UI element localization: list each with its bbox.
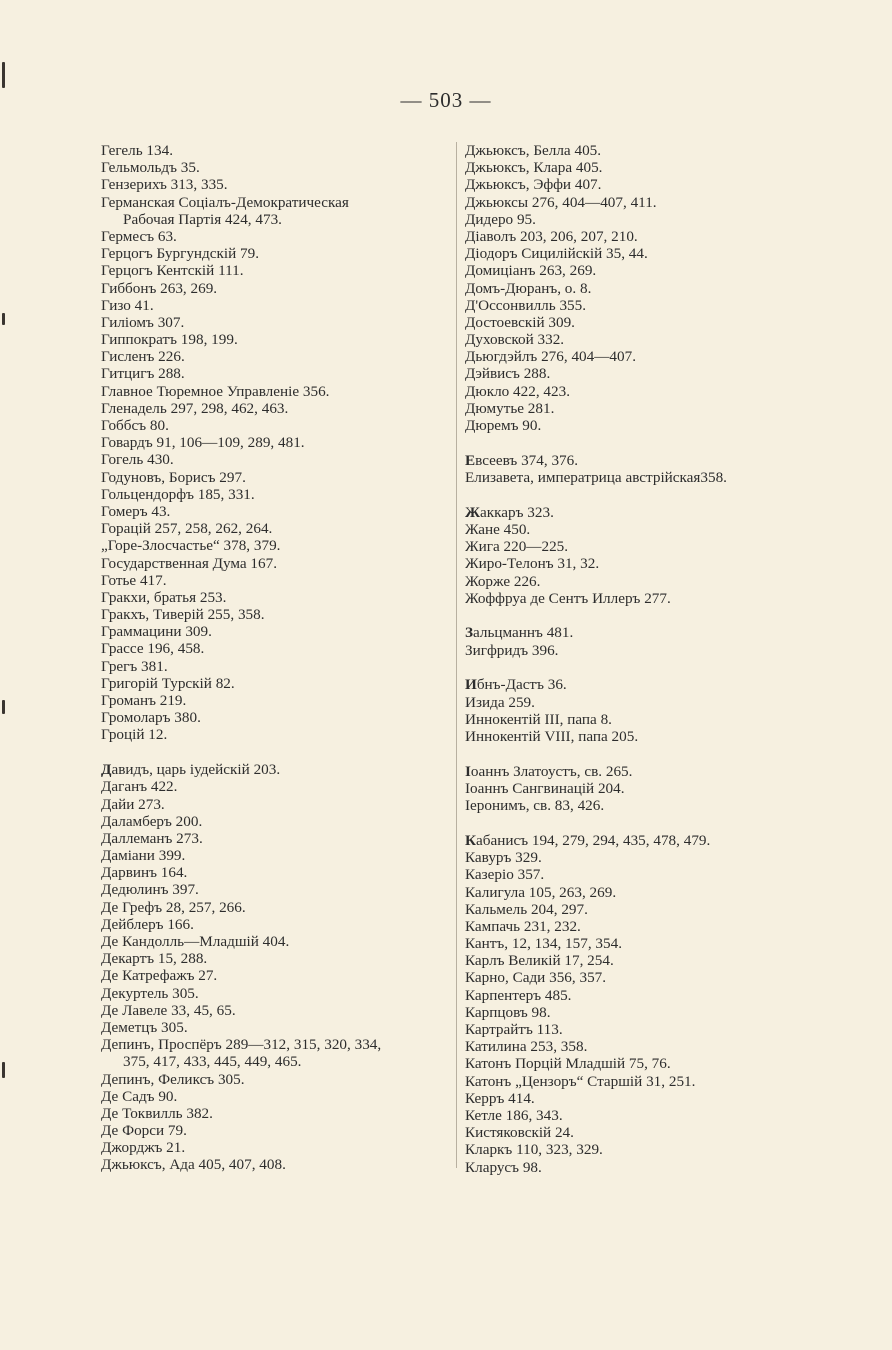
index-entry: Д'Оссонвилль 355. bbox=[465, 296, 587, 314]
index-entry: Іеронимъ, св. 83, 426. bbox=[465, 797, 605, 815]
letter-section-gap bbox=[101, 744, 456, 762]
index-entry bbox=[101, 761, 456, 778]
index-entry-text: абанисъ 194, 279, 294, 435, 478, 479. bbox=[476, 831, 711, 849]
index-entry bbox=[465, 832, 865, 849]
index-entry: Грассе 196, 458. bbox=[101, 640, 205, 658]
index-entry: Гиббонъ 263, 269. bbox=[101, 279, 218, 297]
index-entry: Гиліомъ 307. bbox=[101, 313, 185, 331]
index-entry: Жорже 226. bbox=[465, 572, 541, 590]
index-entry: Григорій Турскій 82. bbox=[101, 674, 235, 692]
index-entry-text: оаннъ Златоустъ, св. 265. bbox=[470, 762, 633, 780]
index-entry: Іоаннъ Сангвинацій 204. bbox=[465, 779, 625, 797]
index-entry: Гракхи, братья 253. bbox=[101, 588, 227, 606]
index-entry bbox=[465, 624, 865, 641]
index-entry: Кампачь 231, 232. bbox=[465, 917, 581, 935]
index-entry: Керръ 414. bbox=[465, 1089, 535, 1107]
index-entry: Гольцендорфъ 185, 331. bbox=[101, 485, 255, 503]
index-entry: Де Форси 79. bbox=[101, 1122, 187, 1140]
index-entry: Изида 259. bbox=[465, 693, 535, 711]
index-entry: Громанъ 219. bbox=[101, 692, 187, 709]
index-entry: Джорджъ 21. bbox=[101, 1139, 186, 1157]
index-entry: Де Лавеле 33, 45, 65. bbox=[101, 1001, 236, 1019]
index-entry: Казеріо 357. bbox=[465, 866, 545, 884]
index-entry: Кавуръ 329. bbox=[465, 849, 542, 867]
index-entry: Де Грефъ 28, 257, 266. bbox=[101, 898, 246, 916]
index-entry: Главное Тюремное Управленіе 356. bbox=[101, 382, 330, 400]
index-entry: Калигула 105, 263, 269. bbox=[465, 883, 617, 901]
index-entry: Джьюксъ, Эффи 407. bbox=[465, 176, 602, 194]
letter-section-gap bbox=[465, 745, 865, 763]
index-entry: Герцогъ Кентскій 111. bbox=[101, 262, 244, 280]
index-entry: Грегъ 381. bbox=[101, 657, 168, 675]
section-initial: З bbox=[465, 624, 474, 642]
index-entry: Гисленъ 226. bbox=[101, 348, 185, 366]
index-entry: Де Кандолль—Младшій 404. bbox=[101, 933, 290, 951]
index-column-right bbox=[465, 142, 865, 1176]
index-entry: Діодоръ Сицилійскій 35, 44. bbox=[465, 245, 648, 263]
index-entry: Де Катрефажъ 27. bbox=[101, 967, 218, 985]
index-entry: Кларкъ 110, 323, 329. bbox=[465, 1141, 603, 1159]
index-entry: Катонъ „Цензоръ“ Старшій 31, 251. bbox=[465, 1072, 696, 1090]
index-entry: Готье 417. bbox=[101, 571, 167, 589]
section-initial: И bbox=[465, 676, 477, 694]
index-entry: Гоббсъ 80. bbox=[101, 417, 169, 434]
index-entry: Дюмутье 281. bbox=[465, 399, 555, 417]
index-entry: Картрайтъ 113. bbox=[465, 1021, 563, 1038]
index-column-left bbox=[101, 142, 456, 1174]
index-entry: Катилина 253, 358. bbox=[465, 1038, 588, 1056]
index-entry: Джьюксъ, Белла 405. bbox=[465, 142, 602, 159]
index-entry: Гегель 134. bbox=[101, 142, 174, 159]
index-entry: Гогель 430. bbox=[101, 451, 174, 469]
index-entry: Громоларъ 380. bbox=[101, 709, 201, 727]
index-entry: Дидеро 95. bbox=[465, 210, 536, 228]
index-entry: Діаволъ 203, 206, 207, 210. bbox=[465, 227, 638, 245]
index-entry: Даганъ 422. bbox=[101, 778, 178, 796]
index-entry: Депинъ, Проспёръ 289—312, 315, 320, 334, bbox=[101, 1036, 382, 1054]
index-entry: Кистяковскій 24. bbox=[465, 1124, 574, 1142]
section-initial: Д bbox=[101, 761, 112, 779]
index-entry: Карлъ Великій 17, 254. bbox=[465, 952, 614, 970]
index-entry: Годуновъ, Борисъ 297. bbox=[101, 468, 246, 486]
index-entry-text: бнъ-Дастъ 36. bbox=[476, 676, 567, 694]
index-entry: Кетле 186, 343. bbox=[465, 1106, 563, 1124]
index-entry: Гитцигъ 288. bbox=[101, 365, 185, 383]
index-entry: Жига 220—225. bbox=[465, 538, 569, 556]
index-entry: Дарвинъ 164. bbox=[101, 864, 188, 882]
index-entry: Де Токвилль 382. bbox=[101, 1104, 213, 1122]
index-entry: Де Садъ 90. bbox=[101, 1087, 178, 1105]
index-entry: Дьюгдэйлъ 276, 404—407. bbox=[465, 348, 637, 366]
index-entry: Елизавета, императрица австрійская358. bbox=[465, 468, 727, 486]
index-entry: Духовской 332. bbox=[465, 331, 565, 349]
index-entry: Катонъ Порцій Младшій 75, 76. bbox=[465, 1055, 671, 1073]
index-entry: Достоевскій 309. bbox=[465, 313, 575, 331]
index-entry: Гензерихъ 313, 335. bbox=[101, 176, 228, 194]
index-entry bbox=[465, 676, 865, 693]
index-entry: Дюкло 422, 423. bbox=[465, 382, 571, 400]
index-entry-text: аккаръ 323. bbox=[480, 503, 554, 521]
index-entry: Гермесъ 63. bbox=[101, 227, 177, 245]
index-entry: Говардъ 91, 106—109, 289, 481. bbox=[101, 434, 305, 452]
index-entry-text: альцманнъ 481. bbox=[473, 624, 574, 642]
letter-section-gap bbox=[465, 607, 865, 625]
index-entry: Гленадель 297, 298, 462, 463. bbox=[101, 399, 289, 417]
index-entry: Деметцъ 305. bbox=[101, 1018, 188, 1036]
section-initial: Е bbox=[465, 451, 476, 469]
section-initial: К bbox=[465, 831, 477, 849]
index-entry: Карно, Сади 356, 357. bbox=[465, 969, 607, 987]
index-entry: Кларусъ 98. bbox=[465, 1158, 542, 1176]
index-entry-text: авидъ, царь іудейскій 203. bbox=[111, 761, 281, 779]
index-entry: Зигфридъ 396. bbox=[465, 641, 559, 659]
binding-mark bbox=[2, 313, 5, 325]
index-entry: Иннокентій III, папа 8. bbox=[465, 710, 612, 728]
index-entry: Джьюксы 276, 404—407, 411. bbox=[465, 193, 657, 211]
index-entry: Дейблеръ 166. bbox=[101, 915, 194, 933]
page-number: — 503 — bbox=[400, 88, 492, 112]
index-entry: Кальмель 204, 297. bbox=[465, 900, 588, 918]
index-entry: Дайи 273. bbox=[101, 795, 165, 813]
index-entry: Карпцовъ 98. bbox=[465, 1003, 551, 1021]
section-initial: Ж bbox=[465, 503, 481, 521]
index-entry: Гракхъ, Тиверій 255, 358. bbox=[101, 606, 265, 624]
column-divider bbox=[456, 142, 457, 1168]
index-entry: „Горе-Злосчастье“ 378, 379. bbox=[101, 537, 281, 555]
index-entry: Домъ-Дюранъ, о. 8. bbox=[465, 279, 592, 297]
index-entry: Гизо 41. bbox=[101, 296, 154, 314]
index-entry: Декуртель 305. bbox=[101, 984, 199, 1002]
letter-section-gap bbox=[465, 486, 865, 504]
index-entry: Даллеманъ 273. bbox=[101, 829, 203, 847]
index-entry: Иннокентій VIII, папа 205. bbox=[465, 728, 639, 745]
index-entry: Жане 450. bbox=[465, 520, 531, 538]
section-initial: І bbox=[465, 762, 471, 780]
index-entry: Декартъ 15, 288. bbox=[101, 950, 208, 968]
index-entry: Государственная Дума 167. bbox=[101, 554, 278, 572]
index-entry: Гомеръ 43. bbox=[101, 502, 171, 520]
index-entry: Домиціанъ 263, 269. bbox=[465, 262, 597, 280]
index-entry: Кантъ, 12, 134, 157, 354. bbox=[465, 935, 622, 953]
index-entry: Германская Соціалъ-Демократическая bbox=[101, 193, 349, 211]
index-entry: Гроцій 12. bbox=[101, 726, 168, 744]
index-entry: Депинъ, Феликсъ 305. bbox=[101, 1070, 245, 1088]
index-entry: Жоффруа де Сентъ Иллеръ 277. bbox=[465, 589, 671, 607]
index-entry bbox=[465, 504, 865, 521]
index-entry: Гельмольдъ 35. bbox=[101, 159, 200, 177]
index-entry: Герцогъ Бургундскій 79. bbox=[101, 245, 260, 263]
index-entry: Жиро-Телонъ 31, 32. bbox=[465, 555, 600, 573]
index-entry bbox=[465, 452, 865, 469]
index-entry: Дедюлинъ 397. bbox=[101, 881, 199, 899]
binding-mark bbox=[2, 62, 5, 88]
index-entry: Джьюксъ, Клара 405. bbox=[465, 159, 603, 177]
index-entry-continuation: Рабочая Партія 424, 473. bbox=[123, 210, 282, 228]
binding-mark bbox=[2, 1062, 5, 1078]
index-entry: Карпентеръ 485. bbox=[465, 986, 572, 1004]
index-entry: Даламберъ 200. bbox=[101, 812, 203, 830]
index-entry: Горацій 257, 258, 262, 264. bbox=[101, 520, 273, 538]
letter-section-gap bbox=[465, 434, 865, 452]
index-entry-text: всеевъ 374, 376. bbox=[475, 451, 579, 469]
index-entry: Джьюксъ, Ада 405, 407, 408. bbox=[101, 1156, 286, 1174]
index-entry: Граммацини 309. bbox=[101, 623, 212, 641]
letter-section-gap bbox=[465, 814, 865, 832]
letter-section-gap bbox=[465, 659, 865, 677]
binding-mark bbox=[2, 700, 5, 714]
index-entry: Дюремъ 90. bbox=[465, 417, 542, 434]
index-entry bbox=[465, 763, 865, 780]
index-entry: Даміани 399. bbox=[101, 847, 186, 865]
index-entry: Дэйвисъ 288. bbox=[465, 365, 551, 383]
index-entry: Гиппократъ 198, 199. bbox=[101, 331, 238, 349]
index-entry-continuation: 375, 417, 433, 445, 449, 465. bbox=[123, 1053, 302, 1071]
